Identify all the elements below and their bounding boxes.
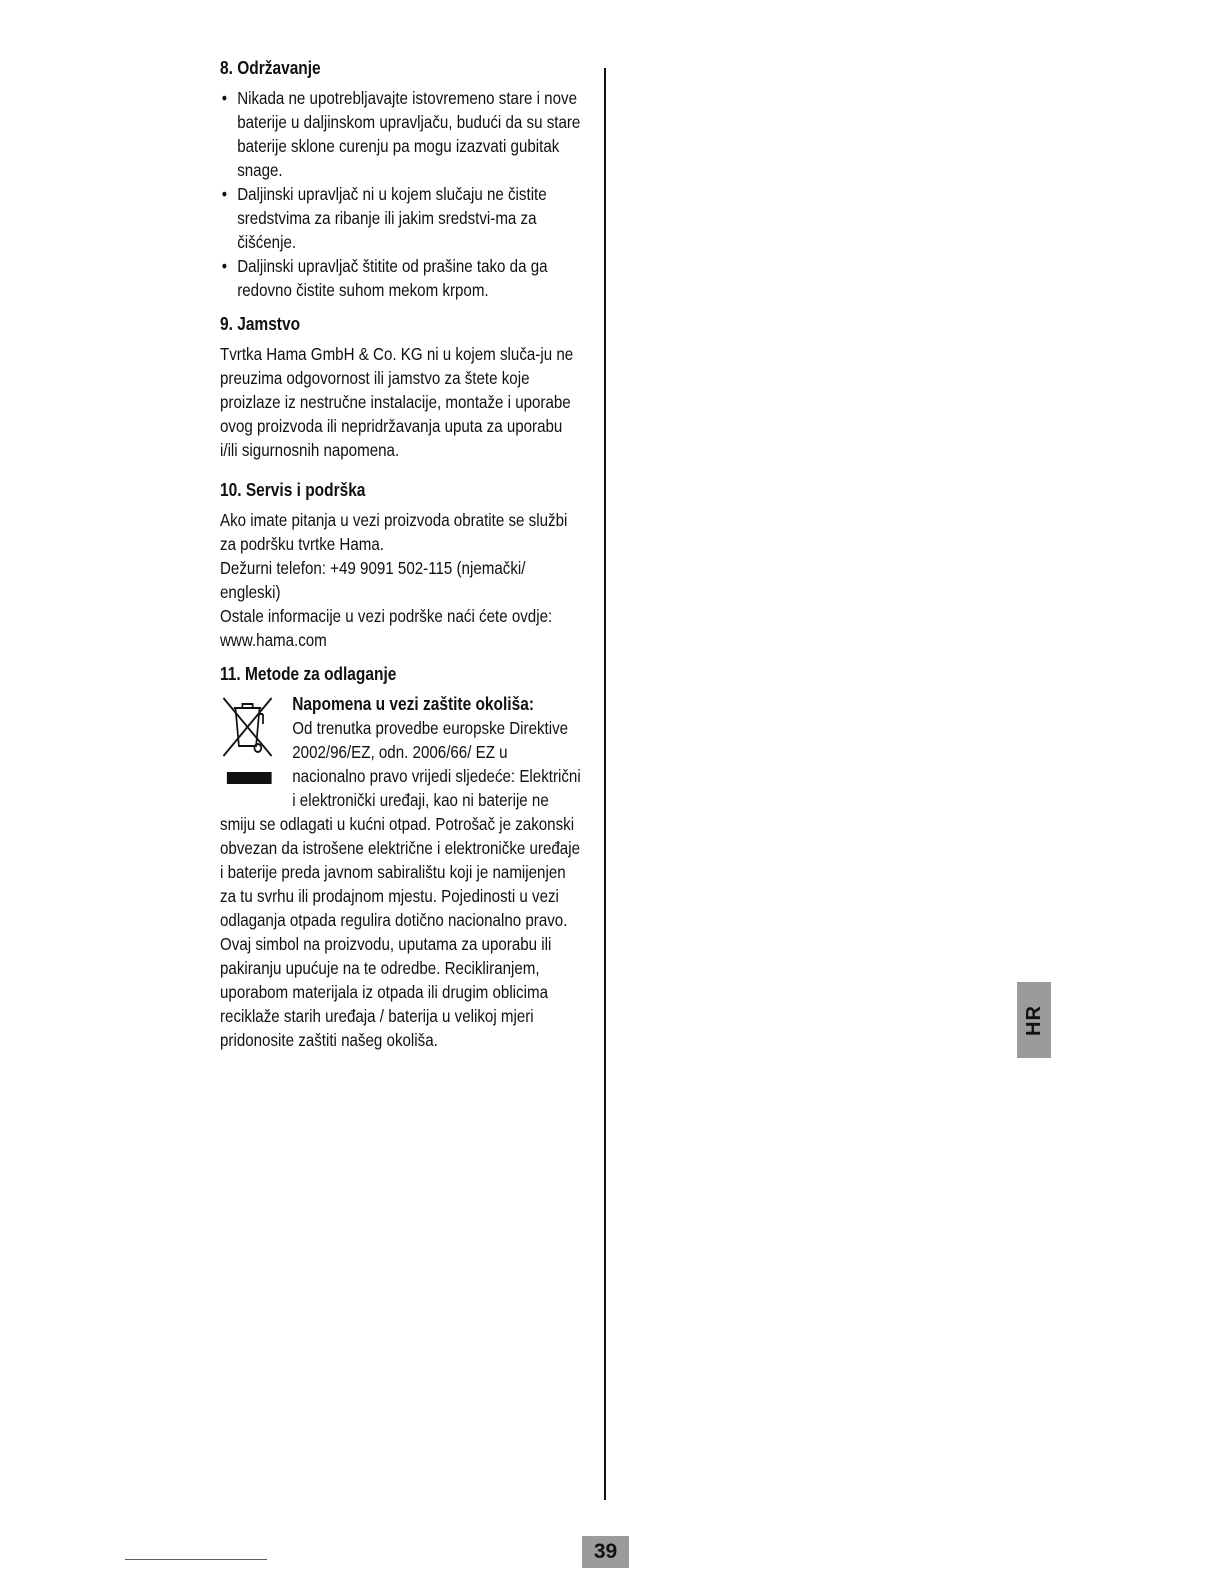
section-service (220, 478, 582, 652)
section-maintenance (220, 56, 582, 302)
footer-line (125, 1559, 267, 1560)
disposal-note (220, 692, 582, 1052)
section-title: 8. Održavanje (220, 58, 321, 78)
paragraph: Dežurni telefon: +49 9091 502-115 (njemački/ engleski) (220, 558, 526, 602)
language-label: HR (1022, 1004, 1045, 1036)
section-warranty (220, 312, 582, 462)
bullet-list (220, 86, 582, 302)
language-tab (1017, 982, 1051, 1058)
section-title: 10. Servis i podrška (220, 480, 366, 500)
list-item: • Nikada ne upotrebljavajte istovremeno stare i nove baterije u daljinskom upravljaču, budući da su stare baterije sklone curenju pa mogu izazvati gubitak snage. (220, 86, 582, 182)
note-text: Od trenutka provedbe europske Direktive 2002/96/EZ, odn. 2006/66/ EZ u nacionalno pravo vrijedi sljedeće: Električni i elektronički uređaji, kao ni baterije ne smiju se odlagati u kućni otpad. Potrošač je zakonski obvezan da istrošene električne i elektroničke uređaje i baterije preda javnom sabiralištu koji je namijenjen za tu svrhu ili prodajnom mjestu. Pojedinosti u vezi odlaganja otpada regulira dotično nacionalno pravo. Ovaj simbol na proizvodu, uputama za uporabu ili pakiranju upućuje na te odredbe. Recikliranjem, uporabom materijala iz otpada ili drugim oblicima reciklaže starih uređaja / baterija u velikoj mjeri pridonosite zaštiti našeg okoliša. (220, 718, 581, 1050)
weee-bar (227, 772, 272, 784)
section-disposal (220, 662, 582, 1052)
section-title: 9. Jamstvo (220, 314, 301, 334)
page-number: 39 (582, 1536, 629, 1568)
column-divider (604, 68, 606, 1500)
list-item: • Daljinski upravljač štitite od prašine tako da ga redovno čistite suhom mekom krpom. (220, 254, 582, 302)
paragraph: Ako imate pitanja u vezi proizvoda obratite se službi za podršku tvrtke Hama. (220, 510, 568, 554)
content-column (220, 56, 582, 1062)
paragraph: Tvrtka Hama GmbH & Co. KG ni u kojem sluča-ju ne preuzima odgovornost ili jamstvo za štete koje proizlaze iz nestručne instalacije, montaže i uporabe ovog proizvoda ili nepridržavanja uputa za uporabu i/ili sigurnosnih napomena. (220, 344, 574, 460)
note-heading: Napomena u vezi zaštite okoliša: (292, 694, 534, 714)
paragraph: Ostale informacije u vezi podrške naći ćete ovdje: www.hama.com (220, 606, 553, 650)
section-title: 11. Metode za odlaganje (220, 664, 397, 684)
crossed-out-wheelie-bin-icon (220, 694, 277, 790)
list-item: • Daljinski upravljač ni u kojem slučaju ne čistite sredstvima za ribanje ili jakim sredstvi-ma za čišćenje. (220, 182, 582, 254)
